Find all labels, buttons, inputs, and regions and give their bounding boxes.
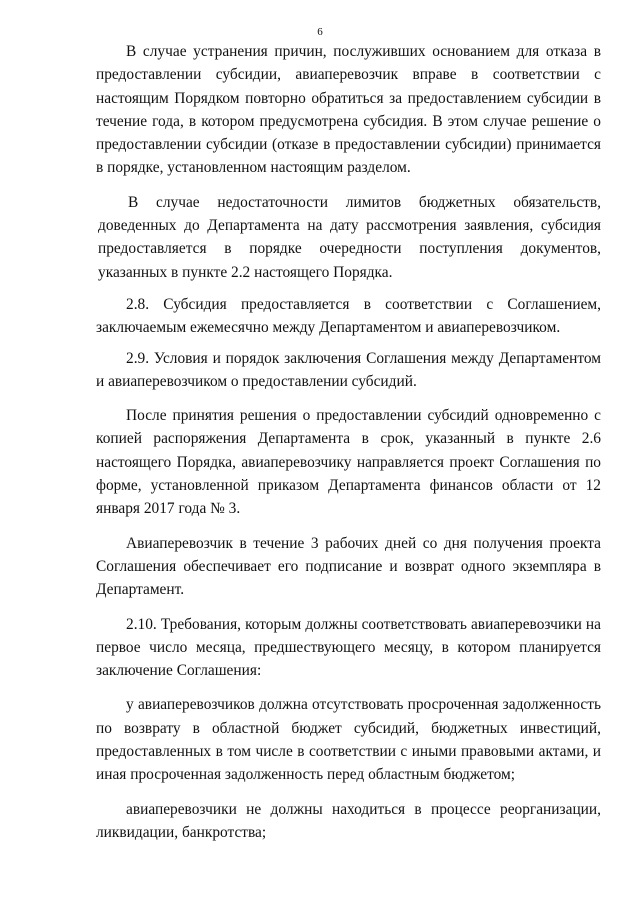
document-body — [96, 40, 601, 844]
paragraph-2-10: 2.10. Требования, которым должны соответствовать авиаперевозчики на первое число месяца, предшествующего месяцу, в котором планируется заключение Соглашения: — [96, 615, 601, 680]
paragraph-no-debt: у авиаперевозчиков должна отсутствовать просроченная задолженность по возврату в областной бюджет субсидий, бюджетных инвестиций, предоставленных в том числе в соответствии с иными правовыми актами, и иная просроченная задолженность перед областным бюджетом; — [96, 696, 601, 784]
paragraph-signing: Авиаперевозчик в течение 3 рабочих дней со дня получения проекта Соглашения обеспечивает его подписание и возврат одного экземпляра в Департамент. — [96, 534, 601, 599]
paragraph-2-8: 2.8. Субсидия предоставляется в соответствии с Соглашением, заключаемым ежемесячно между Департаментом и авиаперевозчиком. — [96, 295, 601, 337]
page-number: 6 — [317, 26, 323, 38]
paragraph-2-9: 2.9. Условия и порядок заключения Соглашения между Департаментом и авиаперевозчиком о предоставлении субсидий. — [96, 349, 601, 390]
paragraph-resubmission: В случае устранения причин, послуживших основанием для отказа в предоставлении субсидии, авиаперевозчик вправе в соответствии с настоящим Порядком повторно обратиться за предоставлением субсидии в течение года, в котором предусмотрена субсидия. В этом случае решение о предоставлении субсидии (отказе в предоставлении субсидии) принимается в порядке, установленном настоящим разделом. — [96, 43, 601, 177]
paragraph-insufficient-limits: В случае недостаточности лимитов бюджетных обязательств, доведенных до Департамента на дату рассмотрения заявления, субсидия предоставляется в порядке очередности поступления документов, указанных в пункте 2.2 настоящего Порядка. — [98, 193, 601, 281]
paragraph-agreement-draft: После принятия решения о предоставлении субсидий одновременно с копией распоряжения Департамента в срок, указанный в пункте 2.6 настоящего Порядка, авиаперевозчику направляется проект Соглашения по форме, установленной приказом Департамента финансов области от 12 января 2017 года № 3. — [96, 407, 601, 518]
paragraph-no-reorganization: авиаперевозчики не должны находиться в процессе реорганизации, ликвидации, банкротства; — [96, 800, 601, 841]
